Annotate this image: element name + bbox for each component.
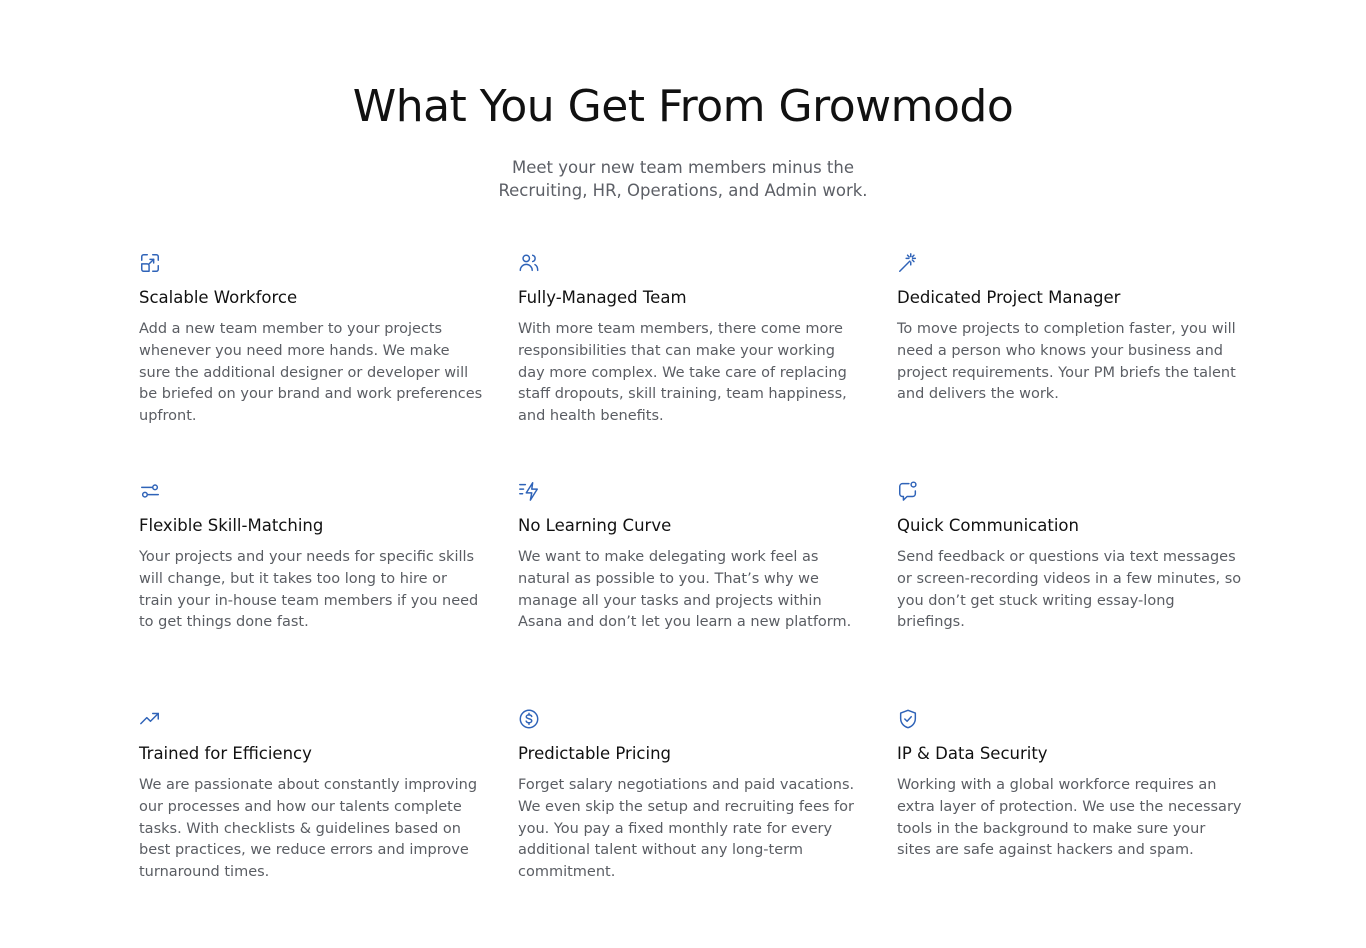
feature-title: Scalable Workforce — [139, 288, 298, 307]
feature-scalable-workforce — [139, 252, 484, 428]
feature-description: Add a new team member to your projects whenever you need more hands. We make sure the additional designer or developer will be briefed on your brand and work preferences upfront. — [139, 321, 483, 425]
feature-title: IP & Data Security — [897, 744, 1048, 763]
subtitle-line-2: Recruiting, HR, Operations, and Admin work. — [498, 181, 868, 200]
sliders-icon — [139, 480, 161, 502]
feature-description: We want to make delegating work feel as natural as possible to you. That’s why we manage all your tasks and projects within Asana and don’t let you learn a new platform. — [518, 549, 852, 631]
feature-title: Flexible Skill-Matching — [139, 516, 324, 535]
feature-title: Predictable Pricing — [518, 744, 672, 763]
feature-title: Fully-Managed Team — [518, 288, 687, 307]
feature-description: We are passionate about constantly improving our processes and how our talents complete tasks. With checklists & guidelines based on best practices, we reduce errors and improve turnaround times. — [139, 777, 478, 881]
feature-ip-data-security — [897, 708, 1242, 862]
feature-flexible-skill-matching — [139, 480, 484, 634]
scale-icon — [139, 252, 161, 274]
feature-dedicated-project-manager — [897, 252, 1242, 406]
dollar-circle-icon — [518, 708, 540, 730]
feature-trained-for-efficiency — [139, 708, 484, 884]
message-notification-icon — [897, 480, 919, 502]
users-icon — [518, 252, 540, 274]
feature-quick-communication — [897, 480, 1242, 634]
page-subtitle — [0, 156, 1366, 202]
page-title: What You Get From Growmodo — [352, 81, 1014, 132]
feature-predictable-pricing — [518, 708, 863, 884]
magic-wand-icon — [897, 252, 919, 274]
feature-description: To move projects to completion faster, you will need a person who knows your business and project requirements. Your PM briefs the talent and delivers the work. — [897, 321, 1236, 403]
feature-description: With more team members, there come more responsibilities that can make your working day more complex. We take care of replacing staff dropouts, skill training, team happiness, and health benefits. — [518, 321, 847, 425]
feature-fully-managed-team — [518, 252, 863, 428]
feature-no-learning-curve — [518, 480, 863, 634]
feature-description: Forget salary negotiations and paid vacations. We even skip the setup and recruiting fees for you. You pay a fixed monthly rate for every additional talent without any long-term commitment. — [518, 777, 855, 881]
lightning-icon — [518, 480, 540, 502]
trending-up-icon — [139, 708, 161, 730]
feature-title: Quick Communication — [897, 516, 1079, 535]
feature-description: Working with a global workforce requires an extra layer of protection. We use the necessary tools in the background to make sure your sites are safe against hackers and spam. — [897, 777, 1242, 859]
shield-check-icon — [897, 708, 919, 730]
feature-description: Send feedback or questions via text messages or screen-recording videos in a few minutes, so you don’t get stuck writing essay-long briefings. — [897, 549, 1242, 631]
feature-title: Dedicated Project Manager — [897, 288, 1121, 307]
feature-description: Your projects and your needs for specific skills will change, but it takes too long to hire or train your in-house team members if you need to get things done fast. — [139, 549, 479, 631]
subtitle-line-1: Meet your new team members minus the — [511, 158, 855, 177]
feature-title: No Learning Curve — [518, 516, 672, 535]
feature-title: Trained for Efficiency — [139, 744, 312, 763]
